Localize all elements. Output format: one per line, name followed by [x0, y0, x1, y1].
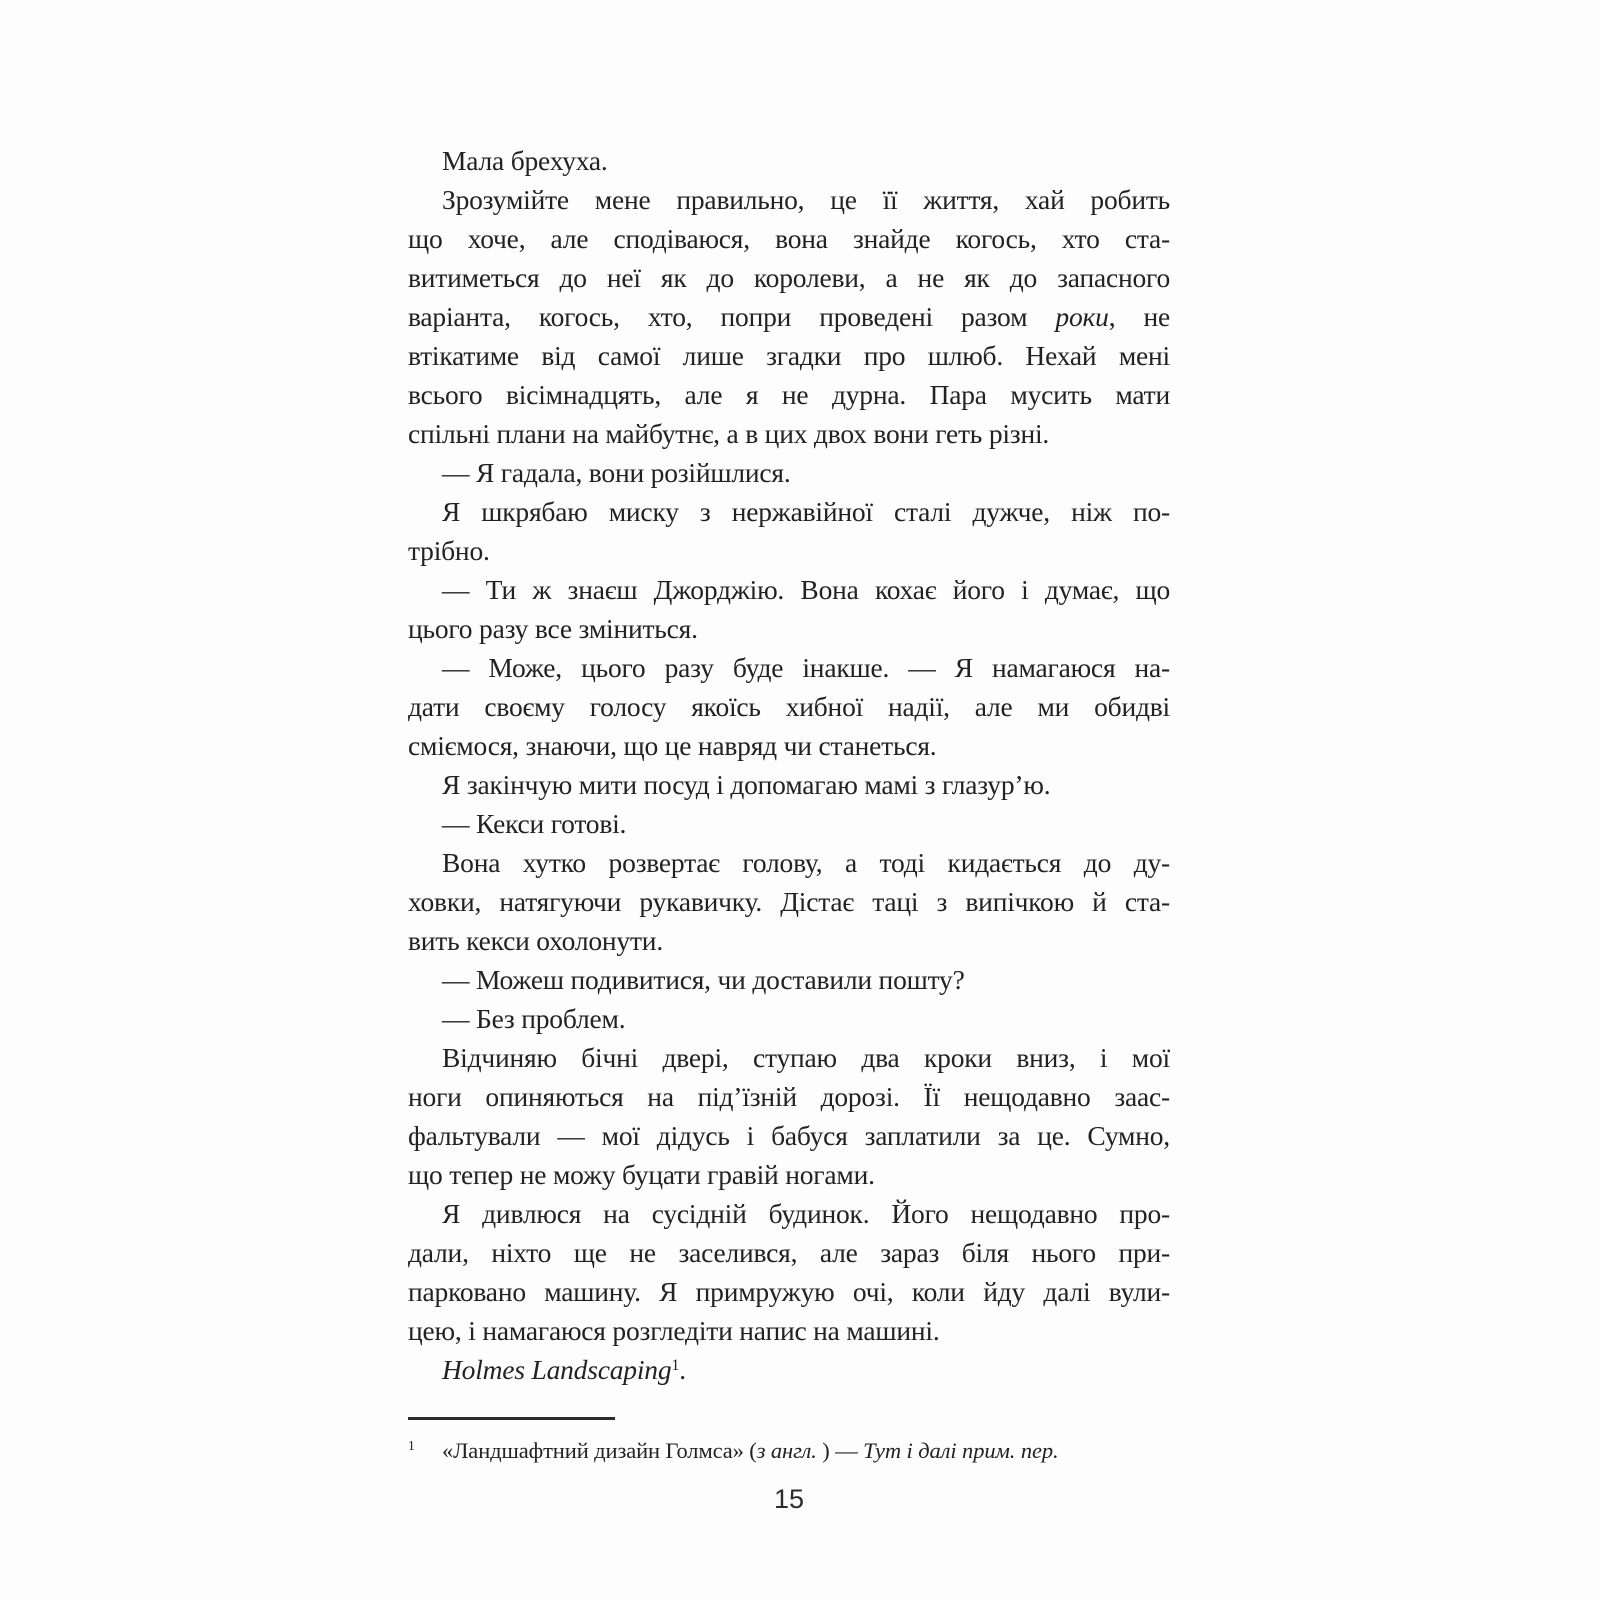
- text-line: [408, 258, 1170, 297]
- text-run: .: [679, 1354, 686, 1385]
- italic-run: Holmes Landscaping: [442, 1354, 672, 1385]
- text-line: [408, 1233, 1170, 1272]
- text-run: Я шкрябаю миску з нержавійної сталі дужче, ніж по-: [442, 496, 1170, 527]
- text-run: трібно.: [408, 535, 490, 566]
- text-line: [408, 336, 1170, 375]
- italic-run: з англ.: [756, 1438, 817, 1463]
- text-line: [408, 765, 1170, 804]
- text-run: вить кекси охолонути.: [408, 925, 663, 956]
- text-line: [408, 1077, 1170, 1116]
- text-run: — Може, цього разу буде інакше. — Я намагаюся на-: [442, 652, 1170, 683]
- text-run: Я закінчую мити посуд і допомагаю мамі з глазур’ю.: [442, 769, 1051, 800]
- text-line: [408, 726, 1170, 765]
- text-run: — Я гадала, вони розійшлися.: [442, 457, 791, 488]
- text-line: [408, 960, 1170, 999]
- text-line: [408, 1194, 1170, 1233]
- text-run: варіанта, когось, хто, попри проведені разом: [408, 301, 1056, 332]
- text-line: [408, 1038, 1170, 1077]
- text-run: всього вісімнадцять, але я не дурна. Пара мусить мати: [408, 379, 1170, 410]
- italic-run: Тут і далі прим. пер.: [863, 1438, 1059, 1463]
- text-run: дати своєму голосу якоїсь хибної надії, але ми обидві: [408, 691, 1170, 722]
- text-line: [408, 180, 1170, 219]
- text-run: ) —: [816, 1438, 864, 1463]
- text-run: спільні плани на майбутнє, а в цих двох вони геть різні.: [408, 418, 1050, 449]
- text-run: дали, ніхто ще не заселився, але зараз біля нього при-: [408, 1237, 1170, 1268]
- text-run: Зрозумійте мене правильно, це її життя, хай робить: [442, 184, 1170, 215]
- text-line: [408, 570, 1170, 609]
- text-line: [408, 414, 1170, 453]
- text-run: парковано машину. Я примружую очі, коли йду далі вули-: [408, 1276, 1170, 1307]
- text-line: [408, 297, 1170, 336]
- text-line: [408, 1311, 1170, 1350]
- text-line: [408, 648, 1170, 687]
- footnote-text: [442, 1438, 1059, 1463]
- text-run: сміємося, знаючи, що це навряд чи станеться.: [408, 730, 937, 761]
- superscript-run: 1: [671, 1357, 680, 1374]
- italic-run: роки: [1055, 301, 1109, 332]
- text-run: втікатиме від самої лише згадки про шлюб. Нехай мені: [408, 340, 1170, 371]
- body-text: [408, 141, 1170, 1389]
- text-line: [408, 999, 1170, 1038]
- text-run: Мала брехуха.: [442, 145, 608, 176]
- text-run: фальтували — мої дідусь і бабуся заплатили за це. Сумно,: [408, 1120, 1170, 1151]
- text-line: [408, 1350, 1170, 1389]
- text-line: [408, 687, 1170, 726]
- text-run: — Без проблем.: [442, 1003, 626, 1034]
- text-line: [408, 1155, 1170, 1194]
- text-line: [408, 375, 1170, 414]
- text-run: — Кекси готові.: [442, 808, 627, 839]
- text-run: — Можеш подивитися, чи доставили пошту?: [442, 964, 965, 995]
- text-run: цею, і намагаюся розгледіти напис на машині.: [408, 1315, 940, 1346]
- text-line: [408, 141, 1170, 180]
- text-run: Відчиняю бічні двері, ступаю два кроки вниз, і мої: [442, 1042, 1170, 1073]
- text-line: [408, 804, 1170, 843]
- footnote-marker: 1: [408, 1438, 415, 1453]
- page-number: 15: [773, 1484, 805, 1514]
- text-line: [408, 531, 1170, 570]
- text-line: [408, 882, 1170, 921]
- text-run: ноги опиняються на під’їзній дорозі. Її нещодавно заас-: [408, 1081, 1170, 1112]
- footnote-separator: [408, 1417, 615, 1420]
- text-run: витиметься до неї як до королеви, а не як до запасного: [408, 262, 1170, 293]
- text-line: [408, 921, 1170, 960]
- text-line: [408, 843, 1170, 882]
- text-run: що тепер не можу буцати гравій ногами.: [408, 1159, 875, 1190]
- text-run: , не: [1108, 301, 1171, 332]
- text-run: Я дивлюся на сусідній будинок. Його нещодавно про-: [442, 1198, 1170, 1229]
- text-line: [408, 492, 1170, 531]
- text-line: [408, 453, 1170, 492]
- text-run: ховки, натягуючи рукавичку. Дістає таці з випічкою й ста-: [408, 886, 1170, 917]
- text-line: [408, 609, 1170, 648]
- footnote: [408, 1431, 1170, 1466]
- text-run: — Ти ж знаєш Джорджію. Вона кохає його і думає, що: [442, 574, 1170, 605]
- text-run: Вона хутко розвертає голову, а тоді кидається до ду-: [442, 847, 1170, 878]
- text-run: цього разу все зміниться.: [408, 613, 698, 644]
- text-run: що хоче, але сподіваюся, вона знайде когось, хто ста-: [408, 223, 1170, 254]
- text-run: «Ландшафтний дизайн Голмса» (: [442, 1438, 757, 1463]
- text-line: [408, 1116, 1170, 1155]
- text-line: [408, 219, 1170, 258]
- text-line: [408, 1272, 1170, 1311]
